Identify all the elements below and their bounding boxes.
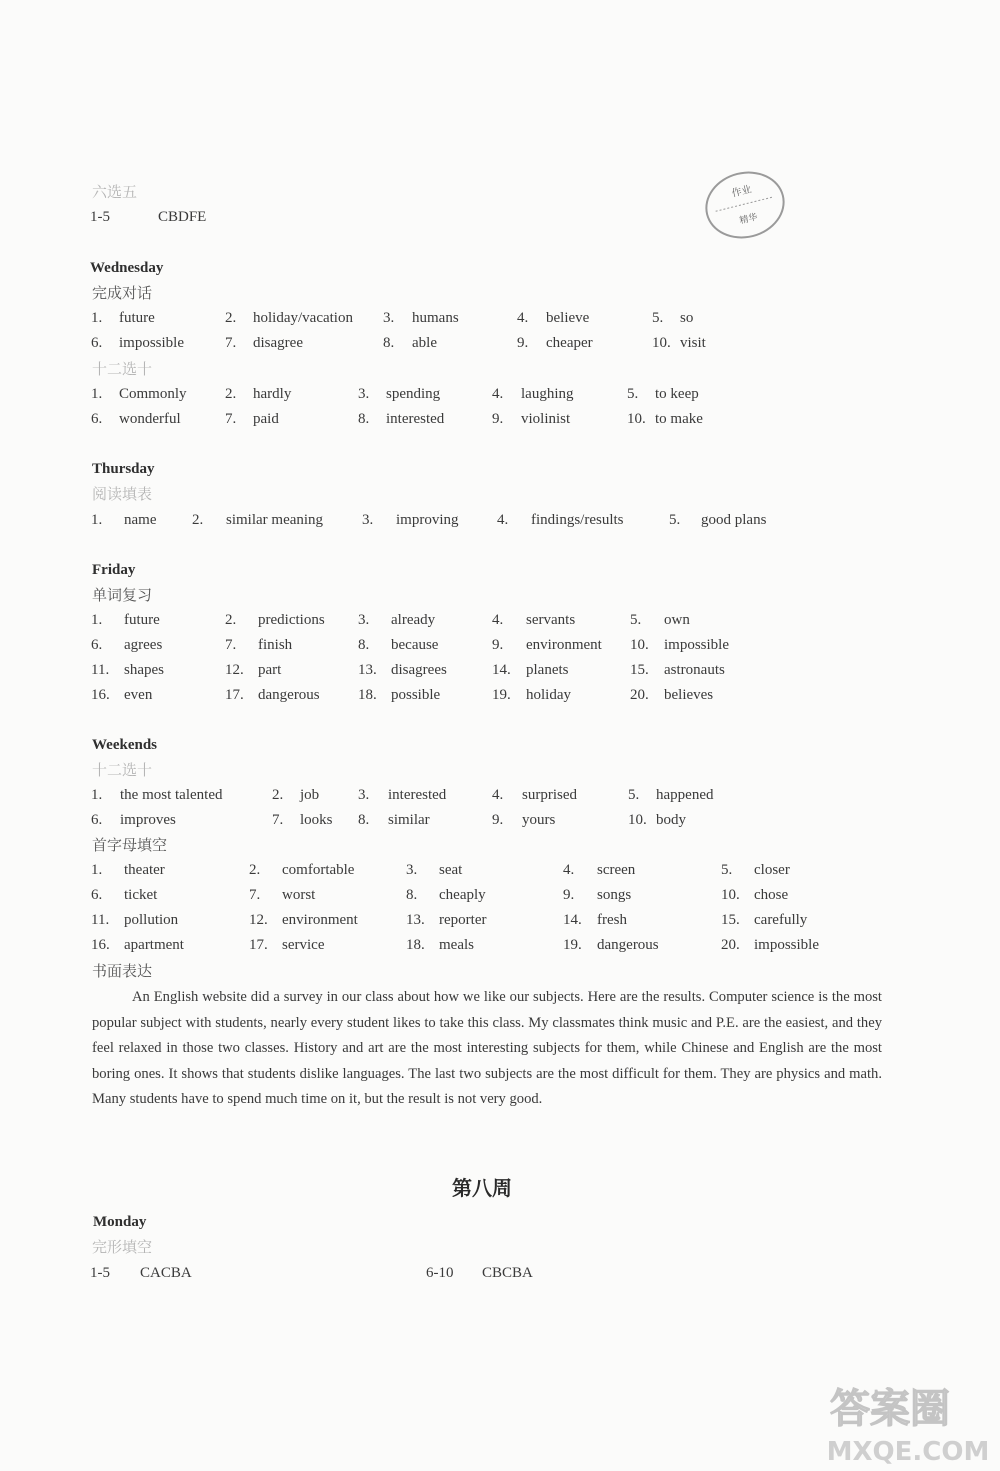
answer-text: laughing	[521, 386, 574, 402]
answer-label: 1-5	[90, 209, 110, 225]
answer-text: findings/results	[531, 512, 624, 528]
answer-text: similar	[388, 812, 430, 828]
answer-text: believe	[546, 310, 590, 326]
answer-text: predictions	[258, 612, 325, 628]
answer-text: spending	[386, 386, 441, 402]
answer-number: 8.	[383, 335, 395, 351]
answer-row	[0, 309, 1000, 329]
answer-number: 2.	[225, 310, 237, 326]
answer-text: Commonly	[119, 386, 187, 402]
answer-number: 6.	[91, 887, 103, 903]
answer-number: 20.	[721, 937, 740, 953]
answer-label: 6-10	[426, 1265, 454, 1281]
answer-text: name	[124, 512, 157, 528]
answer-value: CBDFE	[158, 209, 207, 225]
answer-number: 1.	[91, 862, 103, 878]
answer-value: CACBA	[140, 1265, 192, 1281]
answer-row	[0, 886, 1000, 906]
answer-number: 20.	[630, 687, 649, 703]
answer-number: 6.	[91, 335, 103, 351]
essay-paragraph: An English website did a survey in our class about how we like our subjects. Here are the results. Computer science is the most popular subject with students, nearly every student likes to take this class. My classmates think music and P.E. are the easiest, and they feel relaxed in those two classes. History and art are the most interesting subjects for them, while Chinese and English are the most boring ones. It shows that students dislike languages. The last two subjects are the most difficult for them. They are physics and math. Many students have to spend much time on it, but the result is not very good.	[92, 989, 882, 1108]
answer-row	[0, 611, 1000, 631]
answer-row	[0, 936, 1000, 956]
answer-text: happened	[656, 787, 714, 803]
answer-text: visit	[680, 335, 706, 351]
answer-number: 3.	[383, 310, 395, 326]
answer-text: future	[124, 612, 160, 628]
answer-text: dangerous	[597, 937, 659, 953]
answer-number: 1.	[91, 310, 103, 326]
answer-row	[0, 511, 1000, 531]
answer-number: 5.	[628, 787, 640, 803]
answer-text: closer	[754, 862, 790, 878]
answer-text: paid	[253, 411, 279, 427]
answer-text: hardly	[253, 386, 292, 402]
section-title: 阅读填表	[92, 485, 153, 503]
answer-number: 10.	[721, 887, 740, 903]
answer-text: violinist	[521, 411, 571, 427]
answer-text: to make	[655, 411, 703, 427]
answer-text: environment	[282, 912, 358, 928]
answer-text: disagree	[253, 335, 303, 351]
stamp-line2: 精华	[738, 212, 759, 227]
answer-text: servants	[526, 612, 576, 628]
answer-text: already	[391, 612, 436, 628]
answer-number: 8.	[358, 411, 370, 427]
answer-number: 6.	[91, 812, 103, 828]
answer-text: interested	[388, 787, 447, 803]
answer-text: astronauts	[664, 662, 725, 678]
answer-number: 2.	[272, 787, 284, 803]
answer-number: 3.	[358, 386, 370, 402]
answer-text: impossible	[664, 637, 730, 653]
answer-number: 3.	[362, 512, 374, 528]
answer-text: service	[282, 937, 325, 953]
answer-text: environment	[526, 637, 602, 653]
answer-number: 9.	[492, 812, 504, 828]
answer-number: 12.	[249, 912, 268, 928]
answer-text: reporter	[439, 912, 487, 928]
answer-number: 12.	[225, 662, 244, 678]
answer-text: impossible	[754, 937, 820, 953]
week-heading: 第八周	[452, 1176, 512, 1200]
answer-text: meals	[439, 937, 474, 953]
answer-number: 17.	[225, 687, 244, 703]
answer-number: 9.	[517, 335, 529, 351]
answer-text: similar meaning	[226, 512, 324, 528]
answer-number: 10.	[630, 637, 649, 653]
answer-text: pollution	[124, 912, 179, 928]
section-title: 十二选十	[92, 360, 153, 378]
answer-text: surprised	[522, 787, 577, 803]
section-title-six-choose-five: 六选五	[92, 183, 138, 201]
answer-number: 4.	[492, 612, 504, 628]
homework-stamp	[698, 163, 792, 246]
answer-text: impossible	[119, 335, 185, 351]
answer-number: 4.	[563, 862, 575, 878]
answer-text: able	[412, 335, 437, 351]
answer-number: 5.	[652, 310, 664, 326]
answer-number: 3.	[406, 862, 418, 878]
answer-label: 1-5	[90, 1265, 110, 1281]
answer-text: screen	[597, 862, 636, 878]
answer-row	[0, 786, 1000, 806]
answer-row	[0, 911, 1000, 931]
answer-number: 15.	[721, 912, 740, 928]
answer-row	[0, 861, 1000, 881]
watermark-brand: 答案圈	[830, 1386, 950, 1432]
answer-text: own	[664, 612, 690, 628]
answer-number: 15.	[630, 662, 649, 678]
answer-text: fresh	[597, 912, 627, 928]
answer-text: songs	[597, 887, 632, 903]
answer-text: holiday	[526, 687, 571, 703]
answer-number: 11.	[91, 662, 110, 678]
answer-text: holiday/vacation	[253, 310, 353, 326]
answer-number: 7.	[272, 812, 284, 828]
answer-number: 10.	[628, 812, 647, 828]
answer-text: improves	[120, 812, 176, 828]
answer-text: looks	[300, 812, 333, 828]
answer-text: planets	[526, 662, 569, 678]
section-title-cloze: 完形填空	[92, 1238, 153, 1256]
answer-number: 4.	[497, 512, 509, 528]
answer-number: 2.	[225, 612, 237, 628]
answer-text: ticket	[124, 887, 158, 903]
answer-number: 16.	[91, 687, 110, 703]
answer-text: because	[391, 637, 439, 653]
answer-text: job	[300, 787, 320, 803]
answer-number: 4.	[517, 310, 529, 326]
answer-text: the most talented	[120, 787, 223, 803]
answer-number: 19.	[492, 687, 511, 703]
answer-row	[0, 385, 1000, 405]
answer-number: 5.	[627, 386, 639, 402]
answer-text: theater	[124, 862, 165, 878]
answer-number: 6.	[91, 411, 103, 427]
answer-text: humans	[412, 310, 459, 326]
day-heading-wednesday: Wednesday	[90, 260, 164, 276]
answer-text: dangerous	[258, 687, 320, 703]
answer-text: to keep	[655, 386, 699, 402]
answer-text: agrees	[124, 637, 163, 653]
answer-number: 13.	[406, 912, 425, 928]
section-title: 首字母填空	[92, 836, 168, 854]
answer-number: 6.	[91, 637, 103, 653]
answer-number: 16.	[91, 937, 110, 953]
day-heading-weekends: Weekends	[92, 737, 158, 753]
stamp-line1: 作业	[730, 184, 753, 200]
answer-number: 1.	[91, 612, 103, 628]
answer-number: 1.	[91, 386, 103, 402]
watermark-logo	[790, 1380, 990, 1465]
answer-number: 7.	[249, 887, 261, 903]
answer-number: 14.	[492, 662, 511, 678]
day-heading-monday: Monday	[93, 1214, 147, 1230]
answer-text: possible	[391, 687, 441, 703]
answer-text: apartment	[124, 937, 184, 953]
day-heading-friday: Friday	[92, 562, 136, 578]
answer-text: wonderful	[119, 411, 181, 427]
answer-number: 19.	[563, 937, 582, 953]
answer-text: future	[119, 310, 155, 326]
answer-text: improving	[396, 512, 459, 528]
answer-number: 17.	[249, 937, 268, 953]
answer-row	[0, 410, 1000, 430]
answer-text: even	[124, 687, 153, 703]
answer-number: 4.	[492, 386, 504, 402]
answer-row	[0, 811, 1000, 831]
answer-number: 1.	[91, 787, 103, 803]
writing-title: 书面表达	[92, 962, 153, 980]
answer-number: 2.	[192, 512, 204, 528]
answer-text: interested	[386, 411, 445, 427]
answer-number: 9.	[492, 637, 504, 653]
answer-number: 2.	[225, 386, 237, 402]
answer-text: cheaply	[439, 887, 486, 903]
answer-number: 10.	[652, 335, 671, 351]
answer-number: 13.	[358, 662, 377, 678]
answer-number: 8.	[358, 812, 370, 828]
answer-text: body	[656, 812, 686, 828]
answer-text: part	[258, 662, 282, 678]
answer-number: 8.	[358, 637, 370, 653]
answer-number: 3.	[358, 612, 370, 628]
answer-number: 14.	[563, 912, 582, 928]
answer-number: 9.	[492, 411, 504, 427]
answer-number: 8.	[406, 887, 418, 903]
answer-number: 11.	[91, 912, 110, 928]
answer-text: good plans	[701, 512, 767, 528]
answer-number: 9.	[563, 887, 575, 903]
answer-text: believes	[664, 687, 714, 703]
answer-text: comfortable	[282, 862, 355, 878]
answer-number: 1.	[91, 512, 103, 528]
answer-number: 18.	[406, 937, 425, 953]
answer-text: so	[680, 310, 694, 326]
answer-row	[0, 334, 1000, 354]
section-title: 单词复习	[92, 586, 153, 604]
answer-text: shapes	[124, 662, 164, 678]
answer-number: 4.	[492, 787, 504, 803]
answer-text: cheaper	[546, 335, 593, 351]
answer-number: 5.	[669, 512, 681, 528]
section-title: 完成对话	[92, 284, 153, 302]
answer-text: carefully	[754, 912, 808, 928]
answer-number: 7.	[225, 411, 237, 427]
answer-number: 7.	[225, 637, 237, 653]
answer-number: 7.	[225, 335, 237, 351]
answer-number: 5.	[630, 612, 642, 628]
answer-text: yours	[522, 812, 556, 828]
answer-number: 5.	[721, 862, 733, 878]
answer-text: seat	[439, 862, 463, 878]
answer-text: finish	[258, 637, 293, 653]
answer-value: CBCBA	[482, 1265, 533, 1281]
section-title: 十二选十	[92, 761, 153, 779]
answer-number: 3.	[358, 787, 370, 803]
answer-number: 18.	[358, 687, 377, 703]
answer-row	[0, 636, 1000, 656]
answer-text: chose	[754, 887, 789, 903]
answer-text: disagrees	[391, 662, 447, 678]
answer-text: worst	[282, 887, 316, 903]
answer-number: 10.	[627, 411, 646, 427]
answer-row	[0, 661, 1000, 681]
day-heading-thursday: Thursday	[92, 461, 155, 477]
watermark-site: MXQE.COM	[826, 1437, 990, 1465]
answer-number: 2.	[249, 862, 261, 878]
answer-row	[0, 686, 1000, 706]
